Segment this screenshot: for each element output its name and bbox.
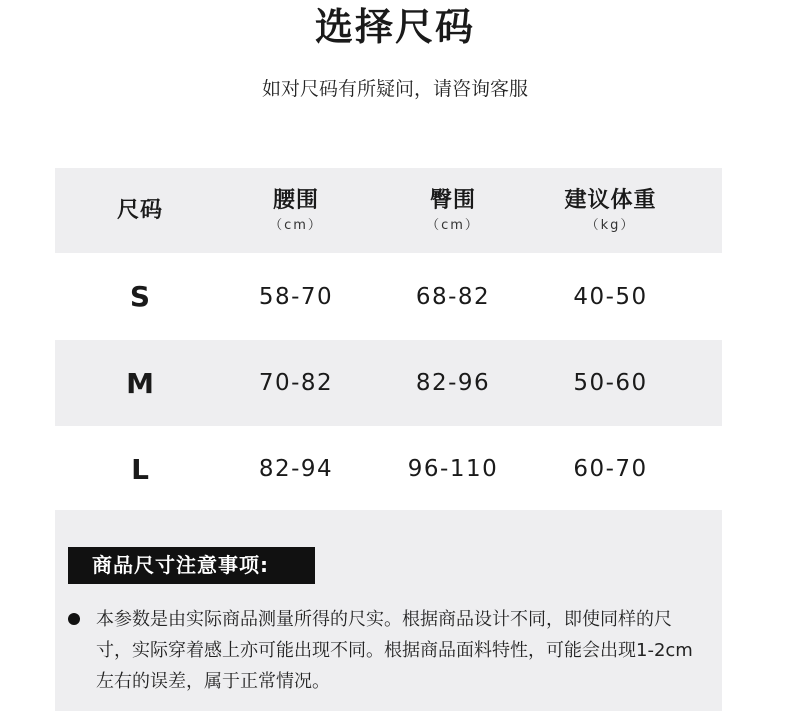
table-row	[55, 426, 722, 512]
header-weight-label: 建议体重	[564, 187, 657, 213]
page-subtitle: 如对尺码有所疑问，请咨询客服	[261, 78, 528, 100]
weight-cell: 60-70	[573, 456, 648, 482]
waist-cell: 70-82	[258, 370, 334, 396]
header-size	[55, 168, 225, 253]
header-waist-unit: （cm）	[269, 217, 323, 233]
header-hip-label: 臀围	[429, 187, 476, 213]
notes-text: 本参数是由实际商品测量所得的尺实。根据商品设计不同，即使同样的尺寸，实际穿着感上亦可能出现不同。根据商品面料特性，可能会出现1-2cm左右的误差，属于正常情况。	[96, 609, 693, 692]
waist-cell: 82-94	[258, 456, 334, 482]
header-weight-unit: （kg）	[585, 217, 636, 233]
header-waist	[225, 168, 367, 253]
size-cell: S	[129, 280, 151, 313]
waist-cell: 58-70	[258, 283, 334, 310]
header-size-label: 尺码	[116, 197, 163, 223]
weight-cell: 40-50	[573, 283, 648, 310]
hip-cell: 96-110	[407, 456, 499, 482]
hip-cell: 82-96	[415, 370, 491, 396]
size-table	[55, 168, 722, 512]
weight-cell: 50-60	[573, 370, 648, 396]
header-weight	[539, 168, 682, 253]
header-hip-unit: （cm）	[426, 217, 480, 233]
page-title: 选择尺码	[314, 5, 475, 49]
hip-cell: 68-82	[415, 283, 491, 310]
bullet-dot-icon	[68, 613, 80, 625]
table-header-row	[55, 168, 722, 253]
size-cell: M	[126, 366, 154, 400]
size-notes-panel	[55, 510, 722, 711]
table-row	[55, 340, 722, 426]
table-row	[55, 253, 722, 340]
header-waist-label: 腰围	[272, 187, 319, 213]
header-hip	[367, 168, 539, 253]
notes-title: 商品尺寸注意事项:	[68, 547, 315, 584]
size-cell: L	[131, 452, 149, 486]
